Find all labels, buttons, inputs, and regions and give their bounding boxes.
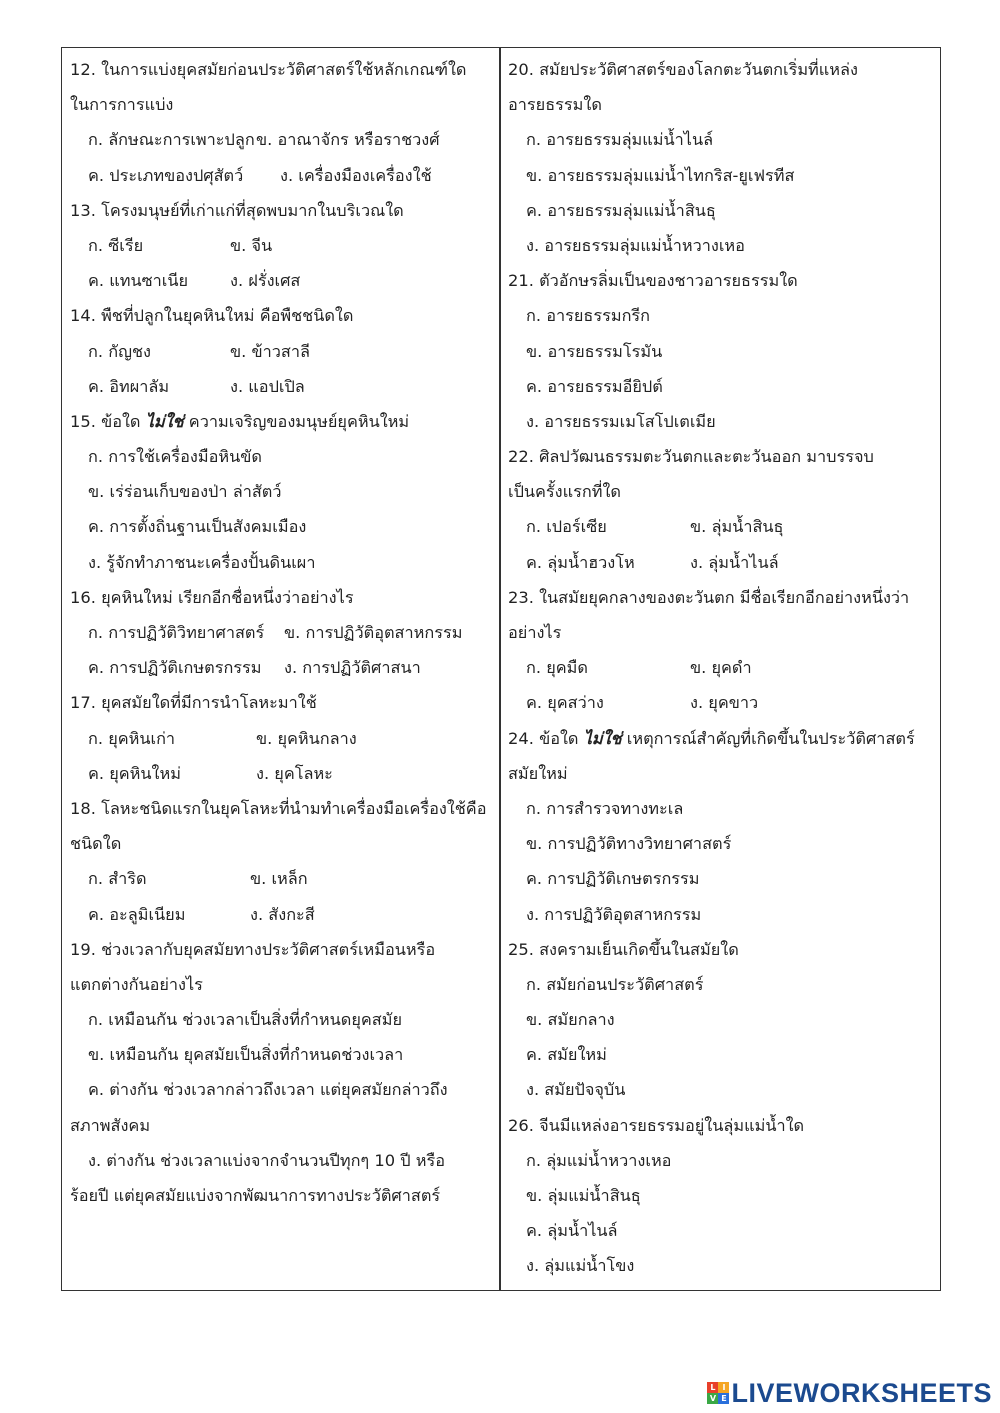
q15-option-b[interactable]: ข. เร่ร่อนเก็บของป่า ล่าสัตว์: [88, 482, 282, 502]
question-15: [70, 404, 495, 439]
liveworksheets-logo: [707, 1378, 992, 1408]
q17-options-row2: [70, 756, 495, 791]
question-18-cont: ชนิดใด: [70, 834, 122, 854]
liveworksheets-logo-text: LIVEWORKSHEETS: [731, 1377, 992, 1408]
q14-option-a[interactable]: ก. กัญชง: [88, 341, 151, 361]
question-19-cont: แตกต่างกันอย่างไร: [70, 974, 203, 994]
q16-option-c[interactable]: ค. การปฏิวัติเกษตรกรรม: [88, 658, 262, 678]
question-19: 19. ช่วงเวลากับยุคสมัยทางประวัติศาสตร์เหมือนหรือ: [70, 939, 436, 959]
q12-options-row1: [70, 122, 495, 157]
q15-suffix: ความเจริญของมนุษย์ยุคหินใหม่: [188, 411, 410, 431]
q19-option-b[interactable]: ข. เหมือนกัน ยุคสมัยเป็นสิ่งที่กำหนดช่วงเวลา: [88, 1045, 404, 1065]
q23-option-a[interactable]: ก. ยุคมืด: [526, 658, 588, 678]
q23-option-b[interactable]: ข. ยุคดำ: [690, 658, 752, 678]
question-24: [508, 721, 936, 756]
question-26: 26. จีนมีแหล่งอารยธรรมอยู่ในลุ่มแม่น้ำใด: [508, 1115, 805, 1135]
q13-option-a[interactable]: ก. ซีเรีย: [88, 235, 144, 255]
question-13: 13. โครงมนุษย์ที่เก่าแก่ที่สุดพบมากในบริเวณใด: [70, 200, 404, 220]
q12-option-a[interactable]: ก. ลักษณะการเพาะปลูก: [88, 130, 255, 150]
q22-options-row1: [508, 509, 936, 544]
q23-option-d[interactable]: ง. ยุคขาว: [690, 693, 759, 713]
question-24-cont: สมัยใหม่: [508, 763, 568, 783]
q13-option-b[interactable]: ข. จีน: [230, 235, 273, 255]
q25-option-c[interactable]: ค. สมัยใหม่: [526, 1045, 607, 1065]
q20-option-a[interactable]: ก. อารยธรรมลุ่มแม่น้ำไนล์: [526, 130, 714, 150]
q15-prefix: 15. ข้อใด: [70, 411, 141, 431]
q17-option-a[interactable]: ก. ยุคหินเก่า: [88, 728, 176, 748]
q13-options-row1: [70, 228, 495, 263]
q20-option-b[interactable]: ข. อารยธรรมลุ่มแม่น้ำไทกริส-ยูเฟรทีส: [526, 165, 795, 185]
left-column: [70, 52, 495, 1213]
liveworksheets-logo-icon: L I V E: [707, 1382, 729, 1404]
q18-option-b[interactable]: ข. เหล็ก: [250, 869, 308, 889]
q18-option-d[interactable]: ง. สังกะสี: [250, 904, 315, 924]
q22-options-row2: [508, 545, 936, 580]
q21-option-c[interactable]: ค. อารยธรรมอียิปต์: [526, 376, 663, 396]
q21-option-b[interactable]: ข. อารยธรรมโรมัน: [526, 341, 663, 361]
q15-option-c[interactable]: ค. การตั้งถิ่นฐานเป็นสังคมเมือง: [88, 517, 307, 537]
q20-option-c[interactable]: ค. อารยธรรมลุ่มแม่น้ำสินธุ: [526, 200, 716, 220]
question-17: 17. ยุคสมัยใดที่มีการนำโลหะมาใช้: [70, 693, 317, 713]
q24-option-b[interactable]: ข. การปฏิวัติทางวิทยาศาสตร์: [526, 834, 732, 854]
q23-option-c[interactable]: ค. ยุคสว่าง: [526, 693, 604, 713]
q12-option-c[interactable]: ค. ประเภทของปศุสัตว์: [88, 165, 244, 185]
question-23-cont: อย่างไร: [508, 623, 562, 642]
right-column: [508, 52, 936, 1284]
question-22-cont: เป็นครั้งแรกที่ใด: [508, 482, 621, 502]
q17-option-b[interactable]: ข. ยุคหินกลาง: [256, 728, 357, 748]
question-20: 20. สมัยประวัติศาสตร์ของโลกตะวันตกเริ่มที่แหล่ง: [508, 60, 858, 79]
q14-option-b[interactable]: ข. ข้าวสาลี: [230, 341, 310, 361]
q13-option-c[interactable]: ค. แทนซาเนีย: [88, 271, 189, 291]
q17-option-c[interactable]: ค. ยุคหินใหม่: [88, 763, 181, 783]
question-22: 22. ศิลปวัฒนธรรมตะวันตกและตะวันออก มาบรรจบ: [508, 447, 874, 467]
q26-option-a[interactable]: ก. ลุ่มแม่น้ำหวางเหอ: [526, 1150, 672, 1170]
question-12: 12. ในการแบ่งยุคสมัยก่อนประวัติศาสตร์ใช้หลักเกณฑ์ใด: [70, 60, 467, 79]
q15-option-d[interactable]: ง. รู้จักทำภาชนะเครื่องปั้นดินเผา: [88, 552, 316, 572]
q12-options-row2: [70, 158, 495, 193]
q23-options-row2: [508, 685, 936, 720]
q19-option-a[interactable]: ก. เหมือนกัน ช่วงเวลาเป็นสิ่งที่กำหนดยุคสมัย: [88, 1010, 403, 1030]
q16-option-d[interactable]: ง. การปฏิวัติศาสนา: [284, 658, 421, 678]
q23-options-row1: [508, 650, 936, 685]
q18-option-c[interactable]: ค. อะลูมิเนียม: [88, 904, 186, 924]
q15-emphasis: ไม่ใช่: [145, 411, 184, 431]
q14-options-row1: [70, 334, 495, 369]
q24-prefix: 24. ข้อใด: [508, 728, 579, 748]
q22-option-c[interactable]: ค. ลุ่มน้ำฮวงโห: [526, 552, 635, 572]
q22-option-d[interactable]: ง. ลุ่มน้ำไนล์: [690, 552, 779, 572]
q22-option-b[interactable]: ข. ลุ่มน้ำสินธุ: [690, 517, 784, 537]
question-20-cont: อารยธรรมใด: [508, 95, 602, 115]
question-14: 14. พืชที่ปลูกในยุคหินใหม่ คือพืชชนิดใด: [70, 306, 354, 326]
q17-option-d[interactable]: ง. ยุคโลหะ: [256, 763, 333, 783]
question-21: 21. ตัวอักษรลิ่มเป็นของชาวอารยธรรมใด: [508, 271, 798, 291]
q12-option-d[interactable]: ง. เครื่องมืองเครื่องใช้: [280, 165, 432, 185]
q19-option-c-cont: สภาพสังคม: [70, 1115, 151, 1135]
q24-emphasis: ไม่ใช่: [583, 728, 622, 748]
q26-option-c[interactable]: ค. ลุ่มน้ำไนล์: [526, 1221, 618, 1241]
q13-options-row2: [70, 263, 495, 298]
q18-option-a[interactable]: ก. สำริด: [88, 869, 147, 889]
q19-option-c[interactable]: ค. ต่างกัน ช่วงเวลากล่าวถึงเวลา แต่ยุคสมัยกล่าวถึง: [88, 1080, 448, 1100]
question-23: 23. ในสมัยยุคกลางของตะวันตก มีชื่อเรียกอีกอย่างหนึ่งว่า: [508, 587, 910, 607]
q21-option-d[interactable]: ง. อารยธรรมเมโสโปเตเมีย: [526, 411, 716, 431]
q25-option-d[interactable]: ง. สมัยปัจจุบัน: [526, 1080, 626, 1100]
q16-option-a[interactable]: ก. การปฏิวัติวิทยาศาสตร์: [88, 623, 265, 642]
q18-options-row1: [70, 861, 495, 896]
q14-options-row2: [70, 369, 495, 404]
q16-options-row1: [70, 615, 495, 650]
q12-option-b[interactable]: ข. อาณาจักร หรือราชวงศ์: [256, 130, 440, 150]
q25-option-a[interactable]: ก. สมัยก่อนประวัติศาสตร์: [526, 974, 704, 994]
column-divider: [499, 48, 501, 1290]
q22-option-a[interactable]: ก. เปอร์เซีย: [526, 517, 607, 537]
q19-option-d-cont: ร้อยปี แต่ยุคสมัยแบ่งจากพัฒนาการทางประวัติศาสตร์: [70, 1186, 441, 1205]
q18-options-row2: [70, 897, 495, 932]
q16-option-b[interactable]: ข. การปฏิวัติอุตสาหกรรม: [284, 623, 463, 642]
q17-options-row1: [70, 721, 495, 756]
q26-option-d[interactable]: ง. ลุ่มแม่น้ำโขง: [526, 1256, 635, 1276]
q24-suffix: เหตุการณ์สำคัญที่เกิดขึ้นในประวัติศาสตร์: [626, 728, 915, 748]
worksheet-table: [61, 47, 941, 1291]
q24-option-a[interactable]: ก. การสำรวจทางทะเล: [526, 798, 684, 818]
q26-option-b[interactable]: ข. ลุ่มแม่น้ำสินธุ: [526, 1186, 641, 1205]
q20-option-d[interactable]: ง. อารยธรรมลุ่มแม่น้ำหวางเหอ: [526, 235, 745, 255]
question-16: 16. ยุคหินใหม่ เรียกอีกชื่อหนึ่งว่าอย่างไร: [70, 587, 354, 607]
question-12-cont: ในการการแบ่ง: [70, 95, 174, 115]
q13-option-d[interactable]: ง. ฝรั่งเศส: [230, 271, 301, 291]
q24-option-d[interactable]: ง. การปฏิวัติอุตสาหกรรม: [526, 904, 702, 924]
question-18: 18. โลหะชนิดแรกในยุคโลหะที่นำมทำเครื่องมือเครื่องใช้คือ: [70, 798, 487, 818]
question-25: 25. สงครามเย็นเกิดขึ้นในสมัยใด: [508, 939, 739, 959]
q14-option-d[interactable]: ง. แอปเปิล: [230, 376, 305, 396]
q14-option-c[interactable]: ค. อิทผาลัม: [88, 376, 170, 396]
q15-option-a[interactable]: ก. การใช้เครื่องมือหินขัด: [88, 447, 262, 467]
q16-options-row2: [70, 650, 495, 685]
q19-option-d[interactable]: ง. ต่างกัน ช่วงเวลาแบ่งจากจำนวนปีทุกๆ 10 ปี หรือ: [88, 1150, 446, 1170]
q25-option-b[interactable]: ข. สมัยกลาง: [526, 1010, 615, 1030]
q21-option-a[interactable]: ก. อารยธรรมกรีก: [526, 306, 651, 326]
q24-option-c[interactable]: ค. การปฏิวัติเกษตรกรรม: [526, 869, 700, 889]
